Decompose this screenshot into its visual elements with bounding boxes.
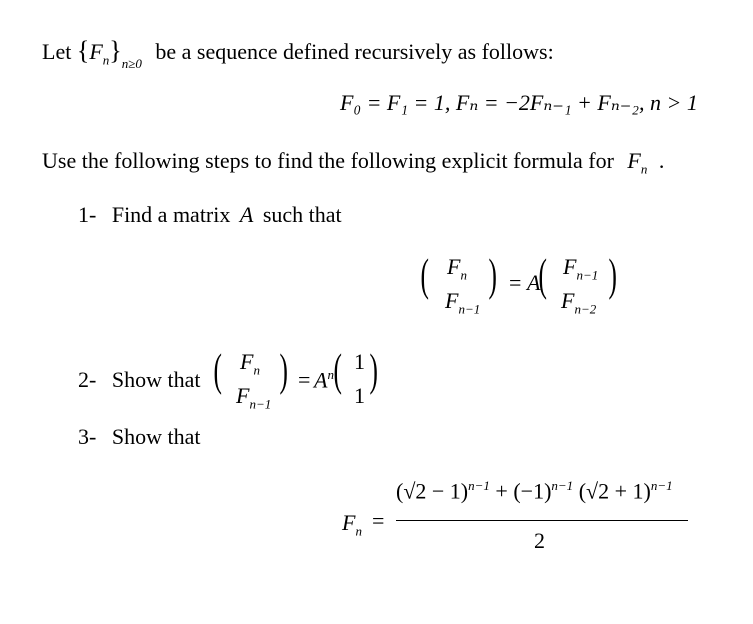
eq2-bottom-right: 1 — [354, 383, 365, 408]
eq1-equals: = — [509, 270, 522, 295]
paren-right: ) — [488, 249, 497, 300]
eq2-matrix: $A^n$ — [314, 367, 334, 393]
term-b: (−1) — [513, 478, 552, 504]
step-text: Show that — [111, 367, 201, 392]
equation-2 — [213, 343, 388, 419]
seq-sub: n — [102, 52, 110, 68]
plus-sign: + — [495, 478, 508, 504]
step-2 — [78, 367, 200, 393]
intro-text: be a sequence defined recursively as follows: — [155, 39, 554, 64]
let-word: Let — [42, 39, 72, 64]
step-number: 3- — [78, 424, 97, 449]
paren-left: ( — [333, 344, 342, 395]
brace-open: { — [76, 36, 90, 65]
eq2-top-right: 1 — [354, 349, 365, 374]
eq2-equals: = — [298, 367, 311, 392]
eq3-equals: = — [372, 508, 385, 533]
intro-line — [42, 36, 554, 72]
step-number: 1- — [78, 202, 97, 227]
eq1-bottom-right: $F_{n-2}$ — [561, 288, 597, 317]
instruction-target: F — [627, 148, 641, 173]
eq1-bottom-left: $F_{n-1}$ — [445, 288, 481, 317]
step-var: A — [239, 202, 254, 227]
instruction-line — [42, 148, 664, 177]
recurrence-rule: Fₙ = −2Fₙ₋₁ + Fₙ₋₂, — [455, 90, 645, 115]
term-a: (√2 − 1) — [396, 478, 469, 504]
step-1 — [78, 202, 342, 228]
instruction-end: . — [658, 148, 665, 173]
step-rest: such that — [262, 202, 342, 227]
seq-symbol: F — [89, 39, 103, 64]
eq1-top-right: $F_{n-1}$ — [563, 254, 599, 283]
paren-left: ( — [420, 249, 429, 300]
eq3-lhs: $F_n$ — [342, 510, 362, 539]
paren-right: ) — [369, 344, 378, 395]
recurrence-line — [340, 90, 698, 116]
term-c-exp: n−1 — [650, 478, 673, 493]
eq2-bottom-left: $F_{n-1}$ — [236, 383, 272, 412]
equation-3 — [340, 470, 720, 560]
paren-left: ( — [213, 344, 222, 395]
eq3-numerator — [396, 478, 673, 504]
step-text: Show that — [111, 424, 201, 449]
paren-right: ) — [279, 344, 288, 395]
paren-right: ) — [608, 249, 617, 300]
eq1-matrix: A — [527, 270, 541, 295]
recurrence-condition: n > 1 — [650, 90, 698, 115]
term-b-exp: n−1 — [551, 478, 574, 493]
instruction-target-sub: n — [640, 161, 648, 177]
eq1-top-left: $F_n$ — [447, 254, 467, 283]
term-a-exp: n−1 — [468, 478, 490, 493]
instruction-text: Use the following steps to find the following explicit formula for — [42, 148, 614, 173]
equation-1 — [420, 248, 635, 324]
recurrence-base: F₀ = F₁ = 1, — [340, 90, 451, 115]
paren-left: ( — [538, 249, 547, 300]
step-text: Find a matrix — [111, 202, 231, 227]
eq2-top-left: $F_n$ — [240, 349, 260, 378]
brace-close: } — [109, 36, 122, 65]
fraction-bar — [396, 520, 688, 521]
eq3-denominator: 2 — [534, 528, 545, 553]
term-c: (√2 + 1) — [578, 478, 651, 504]
step-3 — [78, 424, 200, 450]
step-number: 2- — [78, 367, 97, 392]
seq-range: n≥0 — [121, 56, 142, 72]
